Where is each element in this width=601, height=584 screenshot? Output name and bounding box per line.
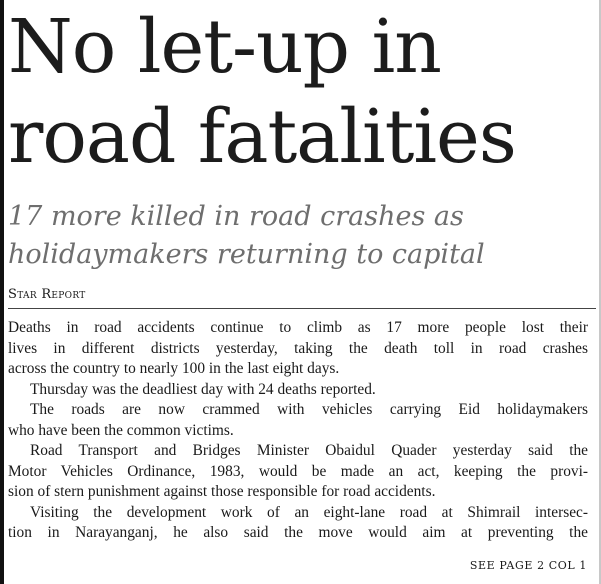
byline-divider [8,308,596,309]
text-line: The roads are now crammed with vehicles carrying Eid holidaymakers [30,401,588,418]
text-line: Road Transport and Bridges Minister Obaidul Quader yesterday said the [30,442,588,459]
continued-on-page-note: SEE PAGE 2 COL 1 [469,559,587,572]
text-line: across the country to nearly 100 in the last eight days. [8,360,340,377]
headline-line: road fatalities [8,94,516,180]
text-line: Thursday was the deadliest day with 24 deaths reported. [30,380,376,398]
text-line: who have been the common victims. [8,421,234,439]
text-line: lives in different districts yesterday, taking the death toll in road crashes [8,339,588,357]
subheadline-line: holidaymakers returning to capital [8,239,485,270]
paragraph [8,400,588,441]
headline-line: No let-up in [8,4,441,90]
article-body [8,318,588,544]
headline [8,2,598,182]
byline: Star Report [8,287,86,302]
text-line: sion of stern punishment against those responsible for road accidents. [8,483,436,500]
text-line: Motor Vehicles Ordinance, 1983, would be made an act, keeping the provi- [8,462,588,480]
paragraph [8,380,588,401]
paragraph [8,503,588,544]
text-line: tion in Narayanganj, he also said the move would aim at preventing the [8,524,588,541]
subheadline-line: 17 more killed in road crashes as [8,201,464,232]
paragraph [8,318,588,380]
subheadline [8,198,598,274]
text-line: Deaths in road accidents continue to climb as 17 more people lost their [8,319,588,336]
paragraph [8,441,588,503]
left-column-rule [0,0,4,584]
text-line: Visiting the development work of an eight-lane road at Shimrail intersec- [30,503,588,521]
